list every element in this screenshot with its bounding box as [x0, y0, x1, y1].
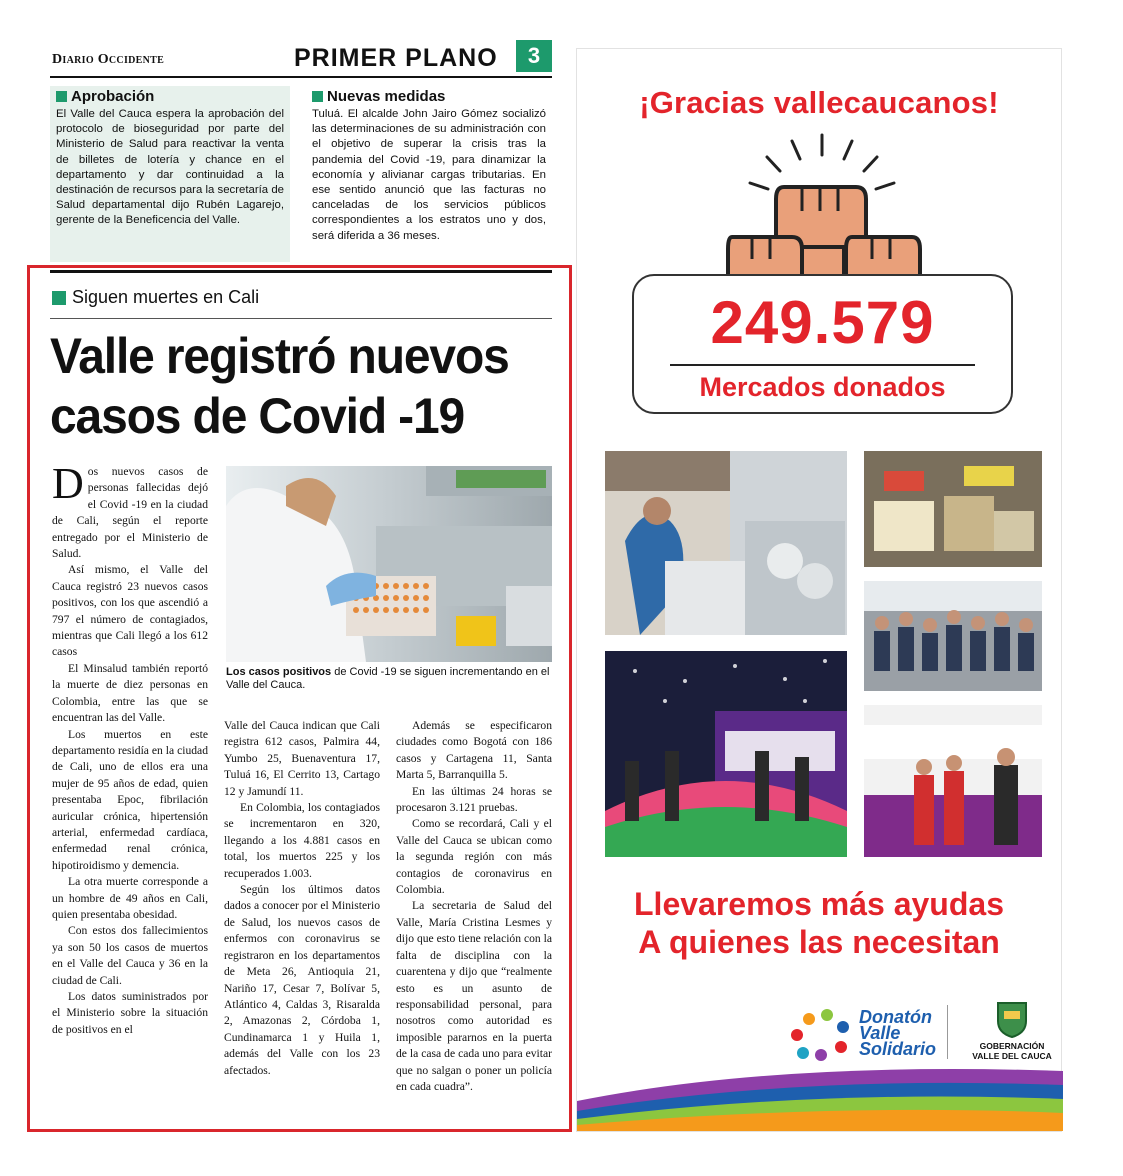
- article-paragraph: En las últimas 24 horas se procesaron 3.121 pruebas.: [396, 784, 552, 815]
- section-name: PRIMER PLANO: [294, 44, 498, 72]
- green-square-icon: [56, 91, 67, 102]
- brief-title-text: Nuevas medidas: [327, 88, 446, 105]
- caption-bold: Los casos positivos: [226, 666, 332, 678]
- donaton-logo-icon: [787, 1007, 853, 1063]
- article-top-rule: [50, 270, 552, 273]
- paragraph-text: os nuevos casos de personas fallecidas dejó el Covid -19 en la ciudad de Cali, según el reporte entregado por el Ministerio de Salud.: [52, 465, 208, 561]
- masthead-rule: [50, 76, 552, 78]
- caption-text: de Covid -19 se siguen incrementando en el Valle del Cauca.: [226, 666, 550, 691]
- photo-volunteers: [605, 451, 847, 635]
- article-paragraph: En Colombia, los contagiados se incrementaron en 320, llegando a los 4.881 casos en total, los muertos 225 y los recuperados 1.003.: [224, 801, 380, 880]
- team-photo-image: [864, 581, 1042, 691]
- brief-aprobacion: [50, 86, 290, 262]
- article-paragraph: Valle del Cauca indican que Cali registra 612 casos, Palmira 44, Yumbo 25, Buenaventura 17, Tuluá 16, El Cerrito 13, Cartago 12 y Jamundí 11.: [224, 719, 380, 798]
- photo-meta-solidaria: [864, 705, 1042, 857]
- article-paragraph: Con estos dos fallecimientos ya son 50 los casos de muertos en el Valle del Cauca y 36 en la ciudad de Cali.: [52, 924, 208, 987]
- brief-title: [56, 88, 284, 105]
- event-stage-photo-image: [605, 651, 847, 857]
- logo-line-1: Donatón: [859, 1007, 932, 1027]
- logo-line-2: Valle: [859, 1023, 901, 1043]
- donations-number: 249.579: [710, 289, 935, 356]
- article-paragraph: La secretaria de Salud del Valle, María Cristina Lesmes y dijo que esto tiene relación con la falta de disciplina con la cuarentena y dijo que “realmente esto es un asunto de responsabilidad personal, para nosotros como autoridad es imposible pararnos en la puerta de la casa de cada uno para evitar que no salgan o poner un policía en cada cuadra”.: [396, 899, 552, 1093]
- article-kicker: [52, 287, 259, 308]
- drop-cap: D: [52, 459, 84, 508]
- lab-photo-image: [226, 466, 552, 662]
- article-headline: Valle registró nuevos casos de Covid -19: [50, 328, 509, 444]
- photo-team: [864, 581, 1042, 691]
- article-paragraph: La otra muerte corresponde a un hombre de 49 años en Cali, quien presentaba obesidad.: [52, 875, 208, 921]
- page-number-badge: 3: [516, 40, 552, 72]
- slogan-line-1: Llevaremos más ayudas: [634, 886, 1004, 922]
- article-paragraph: Los datos suministrados por el Ministerio sobre la situación de positivos en el: [52, 990, 208, 1036]
- gobernacion-logo: [967, 999, 1057, 1061]
- brief-title: [312, 88, 546, 105]
- ad-title: ¡Gracias vallecaucanos!: [639, 85, 999, 120]
- donaton-wordmark: [859, 1009, 936, 1057]
- logo-line-3: Solidario: [859, 1039, 937, 1059]
- coat-of-arms-icon: [994, 999, 1030, 1039]
- masthead: [50, 40, 552, 76]
- article-paragraph: Como se recordará, Cali y el Valle del Cauca se ubican como la segunda región con más contagios de coronavirus en Colombia.: [396, 817, 552, 897]
- sponsor-logos: [787, 999, 1057, 1069]
- meta-solidaria-photo-image: [864, 705, 1042, 857]
- slogan-line-2: A quienes las necesitan: [638, 924, 1000, 960]
- article-paragraph: Los muertos en este departamento residía en la ciudad de Cali, uno de ellos era una mujer de 95 años de edad, quien presentaba Epoc, fibrilación auricular crónica, hipertensión arterial, enfermedad cardíaca, enfermedad renal crónica, hipotiroidismo y demencia.: [52, 727, 208, 872]
- article-paragraph: Así mismo, el Valle del Cauca registró 23 nuevos casos positivos, con los que ascendió a 797 el número de contagiados, mientras que Cali llegó a los 612 casos: [52, 563, 208, 659]
- article-paragraph: Además se especificaron ciudades como Bogotá con 186 casos y Cartagena 11, Santa Marta 5, Barranquilla 5.: [396, 719, 552, 782]
- article-paragraph: [52, 459, 208, 562]
- brief-nuevas-medidas: [306, 86, 552, 262]
- photo-market-bags: [864, 451, 1042, 567]
- brief-body: El Valle del Cauca espera la aprobación del protocolo de bioseguridad por parte del Ministerio de Salud para reactivar la venta de billetes de lotería y chance en el departamento y dar continuidad a la destinación de recursos para la secretaría de Salud departamental dijo Rubén Lagarejo, gerente de la Beneficencia del Valle.: [56, 108, 284, 227]
- green-square-icon: [52, 291, 66, 305]
- newspaper-name: Diario Occidente: [52, 52, 165, 67]
- photo-caption: [226, 666, 552, 692]
- donations-counter-box: [632, 274, 1013, 414]
- counter-rule: [670, 364, 975, 366]
- brief-body: Tuluá. El alcalde John Jairo Gómez socializó las determinaciones de su administración con el objetivo de superar la crisis tras la pandemia del Covid -19, para dinamizar la economía y alivianar cargas tributarias. En ese sentido anunció que las facturas no canceladas de los servicios públicos correspondientes a los estratos uno y dos, será diferida a 36 meses.: [312, 108, 546, 242]
- gob-line-1: GOBERNACIÓN: [979, 1041, 1045, 1051]
- ad-slogan: [577, 885, 1061, 961]
- donations-label: Mercados donados: [699, 372, 946, 402]
- article-column-3: [396, 718, 552, 1128]
- article-paragraph: Según los últimos datos dados a conocer por el Ministerio de Salud, los nuevos casos de enfermos con coronavirus se registraron en los departamentos de Meta 26, Antioquia 21, Nariño 17, Cesar 7, Bolívar 5, Atlántico 4, Caldas 3, Risaralda 2, Amazonas 2, Córdoba 1, Cundinamarca 1 y Huila 1, además del Valle con los 23 afectados.: [224, 883, 380, 1077]
- volunteers-photo-image: [605, 451, 847, 635]
- advertisement: [576, 48, 1062, 1132]
- green-square-icon: [312, 91, 323, 102]
- brief-title-text: Aprobación: [71, 88, 155, 105]
- kicker-rule: [50, 318, 552, 319]
- article-column-1: [52, 459, 208, 1128]
- market-bags-photo-image: [864, 451, 1042, 567]
- article-column-2: [224, 718, 380, 1128]
- photo-event-stage: [605, 651, 847, 857]
- kicker-text: Siguen muertes en Cali: [72, 287, 260, 307]
- lab-photo: [226, 466, 552, 662]
- gob-line-2: VALLE DEL CAUCA: [972, 1051, 1052, 1061]
- rainbow-wave-decoration: [577, 1061, 1063, 1131]
- logo-divider: [947, 1005, 948, 1059]
- article-paragraph: El Minsalud también reportó la muerte de diez personas en Colombia, entre las que se encuentran las del Valle.: [52, 661, 208, 725]
